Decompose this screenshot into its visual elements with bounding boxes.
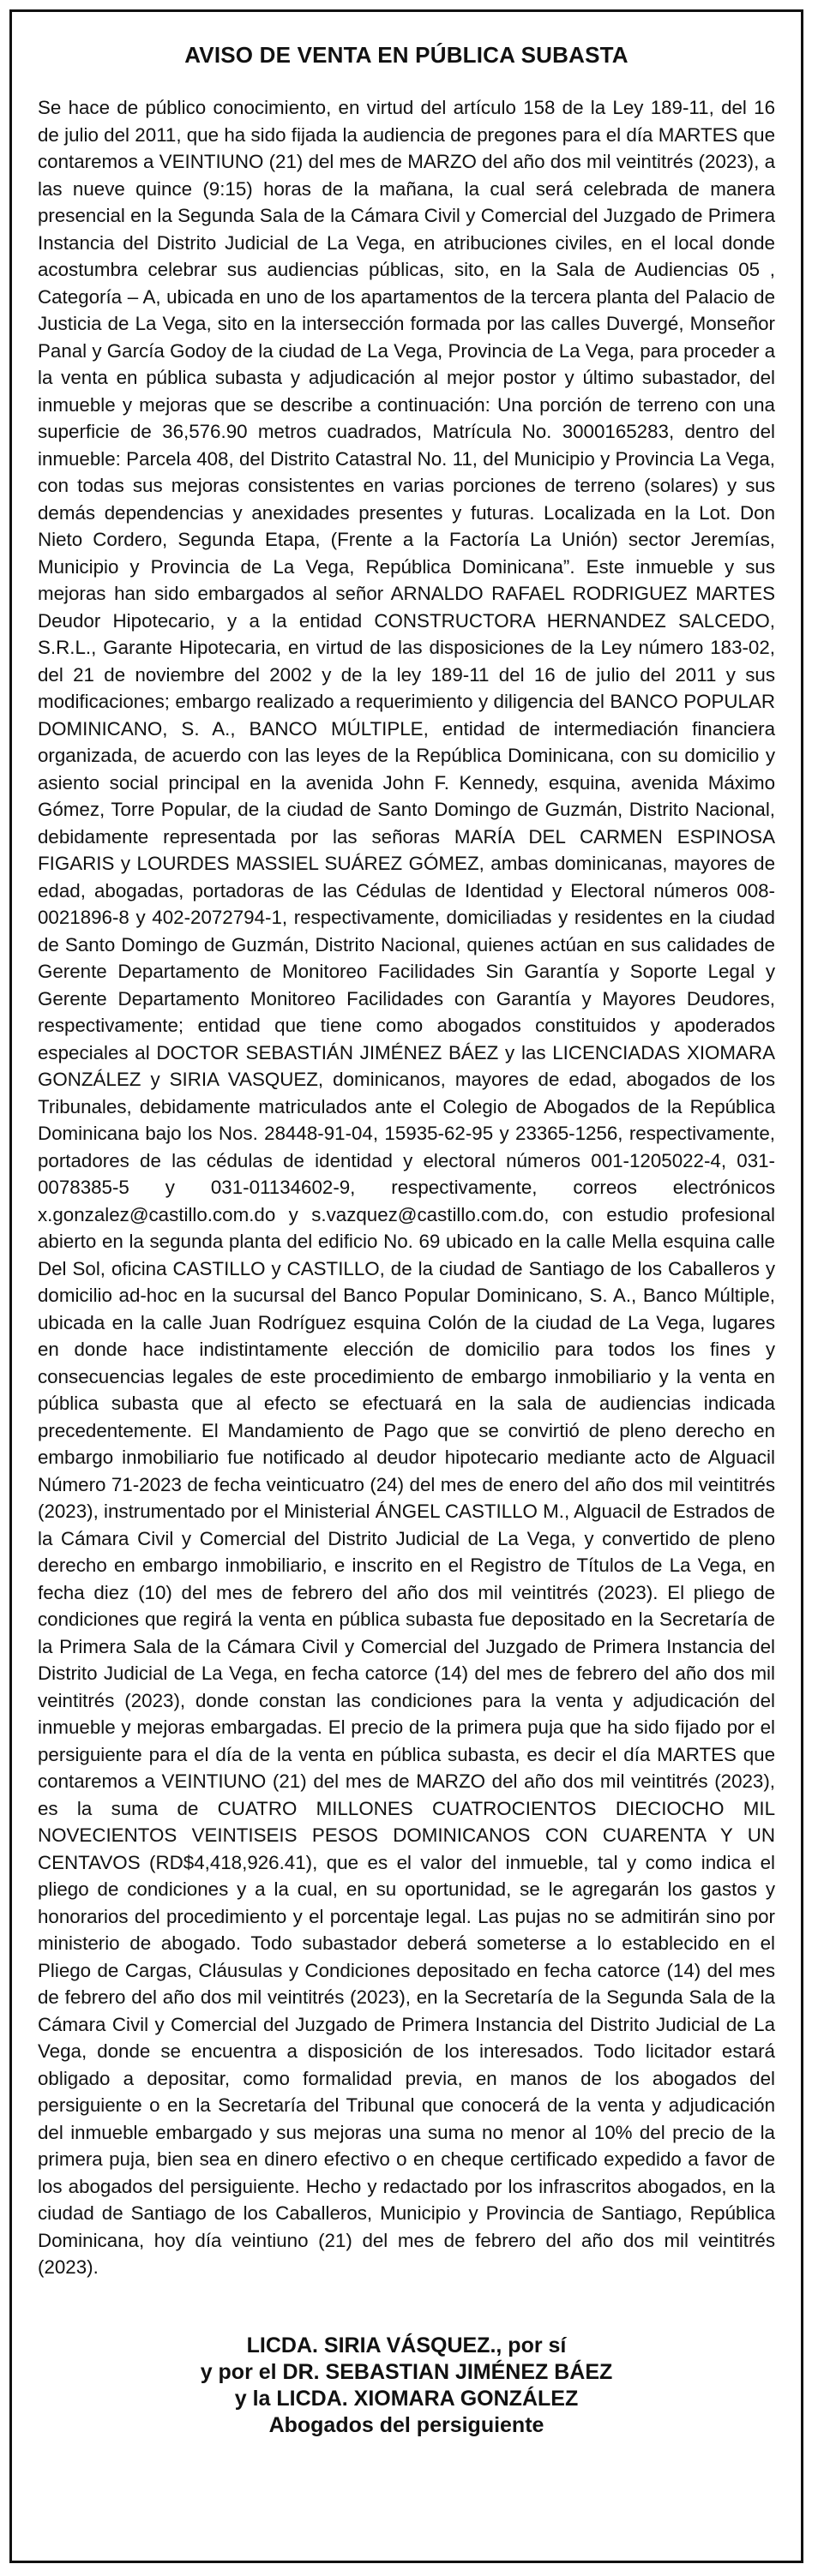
signature-line-3: y la LICDA. XIOMARA GONZÁLEZ — [234, 2386, 579, 2411]
legal-notice — [9, 9, 803, 2563]
signature-line-4: Abogados del persiguiente — [268, 2412, 544, 2437]
signature-block — [38, 2333, 775, 2439]
signature-line-2: y por el DR. SEBASTIAN JIMÉNEZ BÁEZ — [200, 2359, 613, 2384]
notice-body: Se hace de público conocimiento, en virtud del artículo 158 de la Ley 189-11, del 16 de julio del 2011, que ha sido fijada la audiencia de pregones para el día MARTES que contaremos a VEINTIUNO (21) del mes de MARZO del año dos mil veintitrés (2023), a las nueve quince (9:15) horas de la mañana, la cual será celebrada de manera presencial en la Segunda Sala de la Cámara Civil y Comercial del Juzgado de Primera Instancia del Distrito Judicial de La Vega, en atribuciones civiles, en el local donde acostumbra celebrar sus audiencias públicas, sito, en la Sala de Audiencias 05 , Categoría – A, ubicada en uno de los apartamentos de la tercera planta del Palacio de Justicia de La Vega, sito en la intersección formada por las calles Duvergé, Monseñor Panal y García Godoy de la ciudad de La Vega, Provincia de La Vega, para proceder a la venta en pública subasta y adjudicación al mejor postor y último subastador, del inmueble y mejoras que se describe a continuación: Una porción de terreno con una superficie de 36,576.90 metros cuadrados, Matrícula No. 3000165283, dentro del inmueble: Parcela 408, del Distrito Catastral No. 11, del Municipio y Provincia La Vega, con todas sus mejoras consistentes en varias porciones de terreno (solares) y sus demás dependencias y anexidades presentes y futuras. Localizada en la Lot. Don Nieto Cordero, Segunda Etapa, (Frente a la Factoría La Unión) sector Jeremías, Municipio y Provincia de La Vega, República Dominicana”. Este inmueble y sus mejoras han sido embargados al señor ARNALDO RAFAEL RODRIGUEZ MARTES Deudor Hipotecario, y a la entidad CONSTRUCTORA HERNANDEZ SALCEDO, S.R.L., Garante Hipotecaria, en virtud de las disposiciones de la Ley número 183-02, del 21 de noviembre del 2002 y de la ley 189-11 del 16 de julio del 2011 y sus modificaciones; embargo realizado a requerimiento y diligencia del BANCO POPULAR DOMINICANO, S. A., BANCO MÚLTIPLE, entidad de intermediación financiera organizada, de acuerdo con las leyes de la República Dominicana, con su domicilio y asiento social principal en la avenida John F. Kennedy, esquina, avenida Máximo Gómez, Torre Popular, de la ciudad de Santo Domingo de Guzmán, Distrito Nacional, debidamente representada por las señoras MARÍA DEL CARMEN ESPINOSA FIGARIS y LOURDES MASSIEL SUÁREZ GÓMEZ, ambas dominicanas, mayores de edad, abogadas, portadoras de las Cédulas de Identidad y Electoral números 008-0021896-8 y 402-2072794-1, respectivamente, domiciliadas y residentes en la ciudad de Santo Domingo de Guzmán, Distrito Nacional, quienes actúan en sus calidades de Gerente Departamento de Monitoreo Facilidades Sin Garantía y Soporte Legal y Gerente Departamento Monitoreo Facilidades con Garantía y Mayores Deudores, respectivamente; entidad que tiene como abogados constituidos y apoderados especiales al DOCTOR SEBASTIÁN JIMÉNEZ BÁEZ y las LICENCIADAS XIOMARA GONZÁLEZ y SIRIA VASQUEZ, dominicanos, mayores de edad, abogados de los Tribunales, debidamente matriculados ante el Colegio de Abogados de la República Dominicana bajo los Nos. 28448-91-04, 15935-62-95 y 23365-1256, respectivamente, portadores de las cédulas de identidad y electoral números 001-1205022-4, 031-0078385-5 y 031-01134602-9, respectivamente, correos electrónicos x.gonzalez@castillo.com.do y s.vazquez@castillo.com.do, con estudio profesional abierto en la segunda planta del edificio No. 69 ubicado en la calle Mella esquina calle Del Sol, oficina CASTILLO y CASTILLO, de la ciudad de Santiago de los Caballeros y domicilio ad-hoc en la sucursal del Banco Popular Dominicano, S. A., Banco Múltiple, ubicada en la calle Juan Rodríguez esquina Colón de la ciudad de La Vega, lugares en donde hace indistintamente elección de domicilio para todos los fines y consecuencias legales de este procedimiento de embargo inmobiliario y la venta en pública subasta que al efecto se efectuará en la sala de audiencias indicada precedentemente. El Mandamiento de Pago que se convirtió de pleno derecho en embargo inmobiliario fue notificado al deudor hipotecario mediante acto de Alguacil Número 71-2023 de fecha veinticuatro (24) del mes de enero del año dos mil veintitrés (2023), instrumentado por el Ministerial ÁNGEL CASTILLO M., Alguacil de Estrados de la Cámara Civil y Comercial del Distrito Judicial de La Vega, y convertido de pleno derecho en embargo inmobiliario, e inscrito en el Registro de Títulos de La Vega, en fecha diez (10) del mes de febrero del año dos mil veintitrés (2023). El pliego de condiciones que regirá la venta en pública subasta fue depositado en la Secretaría de la Primera Sala de la Cámara Civil y Comercial del Juzgado de Primera Instancia del Distrito Judicial de La Vega, en fecha catorce (14) del mes de febrero del año dos mil veintitrés (2023), donde constan las condiciones para la venta y adjudicación del inmueble y mejoras embargadas. El precio de la primera puja que ha sido fijado por el persiguiente para el día de la venta en pública subasta, es decir el día MARTES que contaremos a VEINTIUNO (21) del mes de MARZO del año dos mil veintitrés (2023), es la suma de CUATRO MILLONES CUATROCIENTOS DIECIOCHO MIL NOVECIENTOS VEINTISEIS PESOS DOMINICANOS CON CUARENTA Y UN CENTAVOS (RD$4,418,926.41), que es el valor del inmueble, tal y como indica el pliego de condiciones y a la cual, en su oportunidad, se le agregarán los gastos y honorarios del procedimiento y el porcentaje legal. Las pujas no se admitirán sino por ministerio de abogado. Todo subastador deberá someterse a lo establecido en el Pliego de Cargas, Cláusulas y Condiciones depositado en fecha catorce (14) del mes de febrero del año dos mil veintitrés (2023), en la Secretaría de la Segunda Sala de la Cámara Civil y Comercial del Juzgado de Primera Instancia del Distrito Judicial de La Vega, donde se encuentra a disposición de los interesados. Todo licitador estará obligado a depositar, como formalidad previa, en manos de los abogados del persiguiente o en la Secretaría del Tribunal que conocerá de la venta y adjudicación del inmueble embargado y sus mejoras una suma no menor al 10% del precio de la primera puja, bien sea en dinero efectivo o en cheque certificado expedido a favor de los abogados del persiguiente. Hecho y redactado por los infrascritos abogados, en la ciudad de Santiago de los Caballeros, Municipio y Provincia de Santiago, República Dominicana, hoy día veintiuno (21) del mes de febrero del año dos mil veintitrés (2023). — [38, 97, 775, 2278]
signature-line-1: LICDA. SIRIA VÁSQUEZ., por sí — [246, 2333, 567, 2357]
notice-title: AVISO DE VENTA EN PÚBLICA SUBASTA — [184, 42, 629, 68]
